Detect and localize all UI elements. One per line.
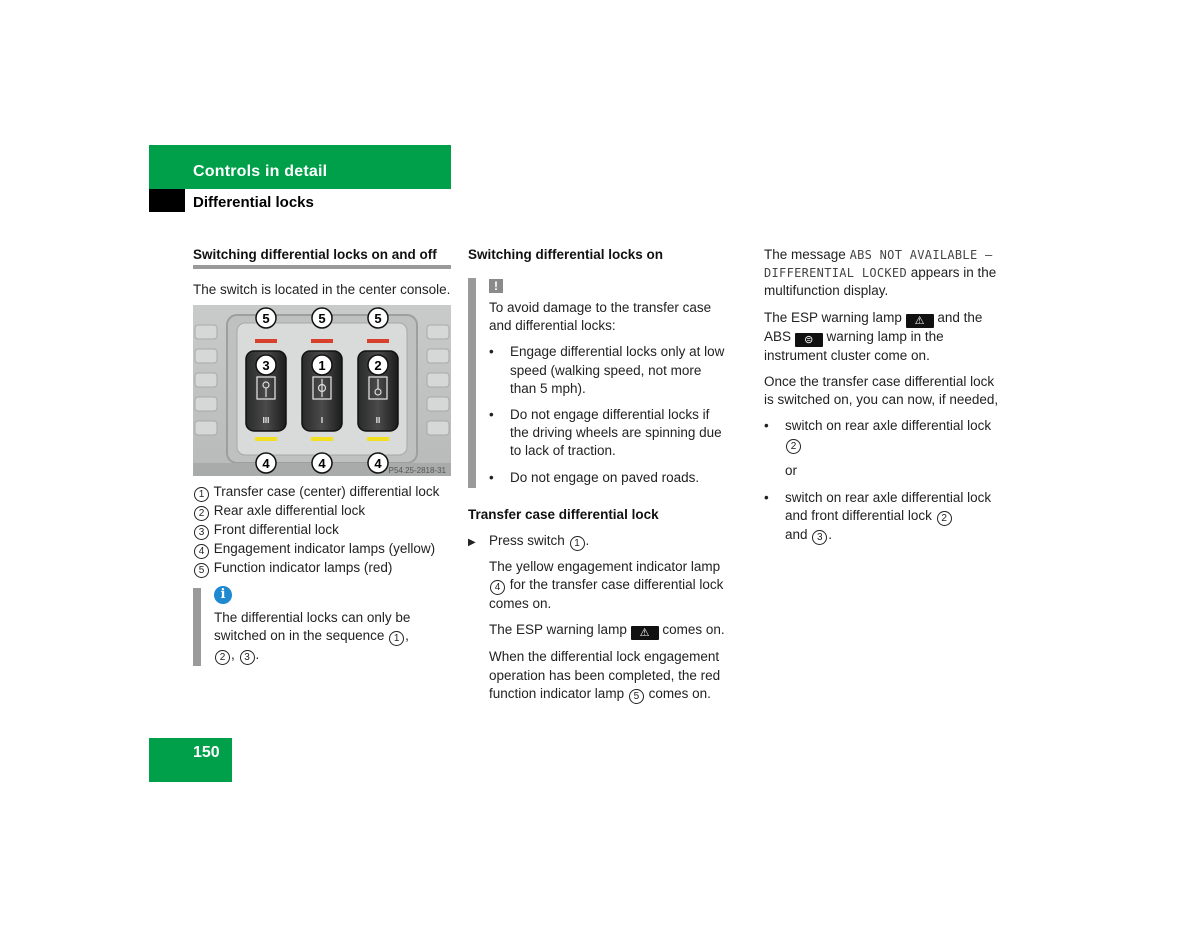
step-arrow-icon: ▶ [468, 537, 476, 548]
warning-bullet: • Do not engage on paved roads. [489, 469, 729, 487]
warning-bullet: • Engage differential locks only at low speed (walking speed, not more than 5 mph). [489, 343, 729, 398]
switch-number-center: 1 [318, 358, 326, 373]
callout-bottom-3: 4 [374, 456, 382, 471]
col2-heading: Switching differential locks on [468, 247, 664, 262]
info-sidebar [193, 588, 201, 666]
esp-warning-lamp-icon: ⚠ [631, 626, 659, 640]
callout-top-1: 5 [262, 311, 270, 326]
info-text: The differential locks can only be switched on in the sequence 1 , 2 , 3 . [214, 610, 411, 664]
section-title: Controls in detail [193, 163, 328, 180]
figure-code: P54.25-2818-31 [388, 466, 446, 475]
heading-rule [193, 265, 451, 269]
col3-text: The message ABS NOT AVAILABLE – DIFFERENTIAL LOCKED appears in the multifunction display. The ESP warning lamp ⚠ and the ABS ⊜ warning lamp in the instrument cluster come on. Once the transfer case differential lock is switched on, you can now, if needed, • switch on rear axle differential lock 2 or • switch on rear axle differential lock and front differential lock 2 and 3 . [764, 246, 1004, 553]
switch-mark-rear: II [375, 416, 381, 425]
callout-bottom-2: 4 [318, 456, 326, 471]
callout-bottom-1: 4 [262, 456, 270, 471]
warning-icon: ! [489, 279, 503, 293]
warning-sidebar [468, 278, 476, 488]
abs-warning-lamp-icon: ⊜ [795, 333, 823, 347]
switch-mark-front: III [262, 416, 270, 425]
warning-bullet: • Do not engage differential locks if the driving wheels are spinning due to lack of traction. [489, 406, 729, 461]
step-details: The yellow engagement indicator lamp 4 for the transfer case differential lock comes on. The ESP warning lamp ⚠ comes on. When the differential lock engagement operation has been completed, the red function indicator lamp 5 comes on. [489, 559, 725, 702]
option-bullet: • switch on rear axle differential lock 2 or [764, 417, 1004, 480]
callout-top-3: 5 [374, 311, 382, 326]
legend-item: 2 Rear axle differential lock [193, 502, 453, 521]
legend-item: 5 Function indicator lamps (red) [193, 559, 453, 578]
subsection-title: Differential locks [193, 194, 314, 211]
col1-heading: Switching differential locks on and off [193, 247, 437, 262]
switch-number-front: 3 [262, 358, 270, 373]
switch-number-rear: 2 [374, 358, 382, 373]
header-marker [149, 189, 185, 212]
center-console-illustration [193, 305, 451, 476]
callout-top-2: 5 [318, 311, 326, 326]
switch-figure [193, 305, 451, 476]
col1-intro: The switch is located in the center console. [193, 282, 451, 297]
display-message-line1: ABS NOT AVAILABLE – [849, 248, 993, 262]
legend-item: 4 Engagement indicator lamps (yellow) [193, 540, 453, 559]
warning-block [489, 299, 729, 495]
switch-mark-center: I [320, 416, 324, 425]
option-bullet: • switch on rear axle differential lock and front differential lock 2 and 3 . [764, 489, 1004, 545]
figure-legend [193, 483, 453, 578]
display-message-line2: DIFFERENTIAL LOCKED [764, 266, 907, 281]
info-icon: i [214, 586, 232, 604]
step-block: ▶ Press switch 1 . [468, 532, 733, 552]
warning-intro: To avoid damage to the transfer case and differential locks: [489, 300, 712, 334]
legend-item: 1 Transfer case (center) differential lock [193, 483, 453, 502]
page-number: 150 [193, 744, 220, 761]
esp-warning-lamp-icon: ⚠ [906, 314, 934, 328]
legend-item: 3 Front differential lock [193, 521, 453, 540]
col2-subheading: Transfer case differential lock [468, 507, 659, 522]
